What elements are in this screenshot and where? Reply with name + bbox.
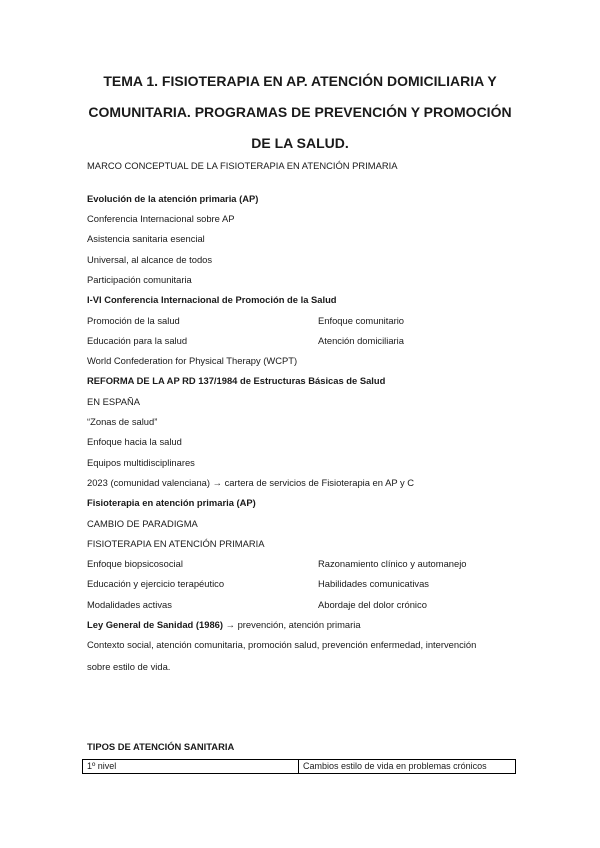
reforma-item: Equipos multidisciplinares [87, 457, 195, 468]
section-heading: MARCO CONCEPTUAL DE LA FISIOTERAPIA EN ATENCIÓN PRIMARIA [87, 160, 398, 171]
evolucion-item: Conferencia Internacional sobre AP [87, 213, 235, 224]
evolucion-heading: Evolución de la atención primaria (AP) [87, 193, 259, 204]
ley-heading-bold: Ley General de Sanidad (1986) [87, 619, 223, 630]
title-line-3: DE LA SALUD. [251, 135, 349, 151]
title-line-1: TEMA 1. FISIOTERAPIA EN AP. ATENCIÓN DOMICILIARIA Y [103, 73, 497, 89]
reforma-item: EN ESPAÑA [87, 396, 140, 407]
ley-heading-rest: → prevención, atención primaria [223, 619, 361, 630]
tipos-heading: TIPOS DE ATENCIÓN SANITARIA [87, 741, 235, 752]
fisio-ap-item: Habilidades comunicativas [318, 578, 429, 589]
fisio-ap-item: Abordaje del dolor crónico [318, 599, 427, 610]
conferencias-item: Educación para la salud [87, 335, 188, 346]
conferencias-item: Enfoque comunitario [318, 315, 404, 326]
conferencias-item: Promoción de la salud [87, 315, 180, 326]
table-cell: Cambios estilo de vida en problemas crónicos [303, 761, 487, 771]
fisio-ap-item: Razonamiento clínico y automanejo [318, 558, 467, 569]
fisio-ap-item: Modalidades activas [87, 599, 172, 610]
evolucion-item: Universal, al alcance de todos [87, 254, 213, 265]
reforma-item: 2023 (comunidad valenciana) → cartera de servicios de Fisioterapia en AP y C [87, 477, 415, 488]
reforma-item: Enfoque hacia la salud [87, 436, 182, 447]
fisio-ap-item: Educación y ejercicio terapéutico [87, 578, 225, 589]
ley-heading [87, 619, 361, 630]
fisio-ap-item: Enfoque biopsicosocial [87, 558, 183, 569]
evolucion-item: Participación comunitaria [87, 274, 192, 285]
wcpt-line: World Confederation for Physical Therapy (WCPT) [87, 355, 298, 366]
fisio-ap-item: FISIOTERAPIA EN ATENCIÓN PRIMARIA [87, 538, 265, 549]
reforma-item: “Zonas de salud” [87, 416, 158, 427]
document-title [70, 66, 530, 159]
tipos-table [82, 759, 516, 774]
table-cell: 1º nivel [83, 760, 299, 773]
conferencias-heading: I-VI Conferencia Internacional de Promoción de la Salud [87, 294, 337, 305]
ley-paragraph: sobre estilo de vida. [87, 661, 171, 672]
fisio-ap-item: CAMBIO DE PARADIGMA [87, 518, 198, 529]
evolucion-item: Asistencia sanitaria esencial [87, 233, 205, 244]
conferencias-item: Atención domiciliaria [318, 335, 404, 346]
fisio-ap-heading: Fisioterapia en atención primaria (AP) [87, 497, 256, 508]
title-line-2: COMUNITARIA. PROGRAMAS DE PREVENCIÓN Y PROMOCIÓN [88, 104, 512, 120]
reforma-heading: REFORMA DE LA AP RD 137/1984 de Estructuras Básicas de Salud [87, 375, 386, 386]
ley-paragraph: Contexto social, atención comunitaria, promoción salud, prevención enfermedad, intervención [87, 639, 477, 650]
